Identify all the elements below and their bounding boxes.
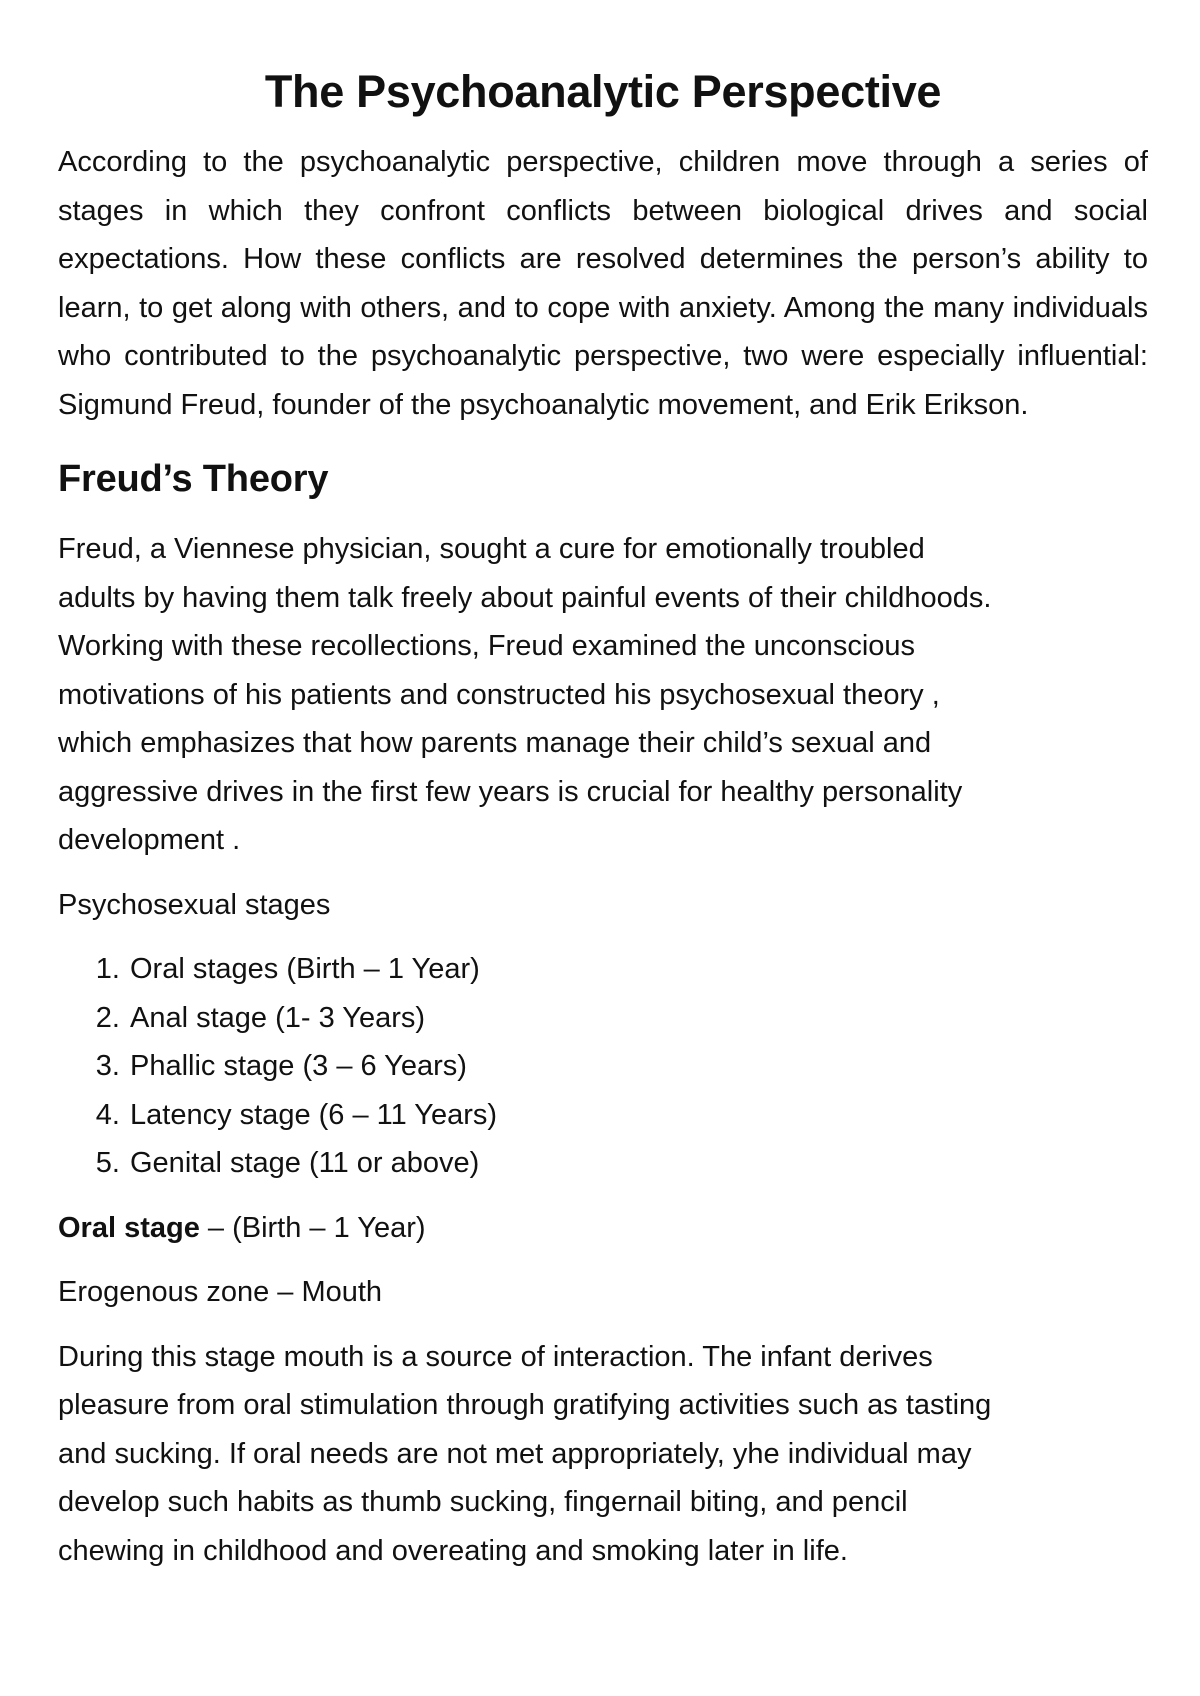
- stage-item: 4. Latency stage (6 – 11 Years): [128, 1091, 1148, 1140]
- intro-paragraph: According to the psychoanalytic perspective, children move through a series of stages in which they confront conflicts between biological drives and social expectations. How these conflicts are resolved determines the person’s ability to learn, to get along with others, and to cope with anxiety. Among the many individuals who contributed to the psychoanalytic perspective, two were especially influential: Sigmund Freud, founder of the psychoanalytic movement, and Erik Erikson.: [58, 146, 1148, 421]
- section-heading-freud: Freud’s Theory: [58, 458, 329, 500]
- stage-item: 1. Oral stages (Birth – 1 Year): [128, 945, 1148, 994]
- oral-line: chewing in childhood and overeating and smoking later in life.: [58, 1534, 848, 1567]
- freud-line: which emphasizes that how parents manage their child’s sexual and: [58, 727, 932, 759]
- freud-line: Freud, a Viennese physician, sought a cure for emotionally troubled: [58, 533, 925, 565]
- oral-line: During this stage mouth is a source of interaction. The infant derives: [58, 1340, 933, 1373]
- stage-item: 5. Genital stage (11 or above): [128, 1139, 1148, 1188]
- stage-item: 2. Anal stage (1- 3 Years): [128, 994, 1148, 1043]
- stages-list: [58, 945, 1148, 1188]
- document-page: [58, 62, 1148, 1575]
- document-title: The Psychoanalytic Perspective: [264, 66, 942, 117]
- oral-line: and sucking. If oral needs are not met appropriately, yhe individual may: [58, 1437, 972, 1470]
- oral-line: develop such habits as thumb sucking, fingernail biting, and pencil: [58, 1486, 908, 1518]
- oral-line: pleasure from oral stimulation through gratifying activities such as tasting: [58, 1389, 992, 1421]
- oral-stage-heading-bold: Oral stage: [58, 1211, 200, 1244]
- freud-line: development .: [58, 824, 241, 856]
- stage-item: 3. Phallic stage (3 – 6 Years): [128, 1042, 1148, 1091]
- freud-line: Working with these recollections, Freud examined the unconscious: [58, 630, 916, 662]
- freud-line: aggressive drives in the first few years is crucial for healthy personality: [58, 775, 963, 808]
- erogenous-zone-line: Erogenous zone – Mouth: [58, 1276, 383, 1308]
- oral-stage-heading-rest: – (Birth – 1 Year): [199, 1211, 426, 1244]
- stages-label: Psychosexual stages: [58, 888, 331, 921]
- oral-stage-description: [58, 1333, 1148, 1576]
- freud-line: motivations of his patients and constructed his psychosexual theory ,: [58, 678, 940, 711]
- freud-line: adults by having them talk freely about painful events of their childhoods.: [58, 581, 992, 614]
- freud-theory-paragraph: [58, 525, 1148, 865]
- oral-stage-heading: [58, 1204, 1148, 1253]
